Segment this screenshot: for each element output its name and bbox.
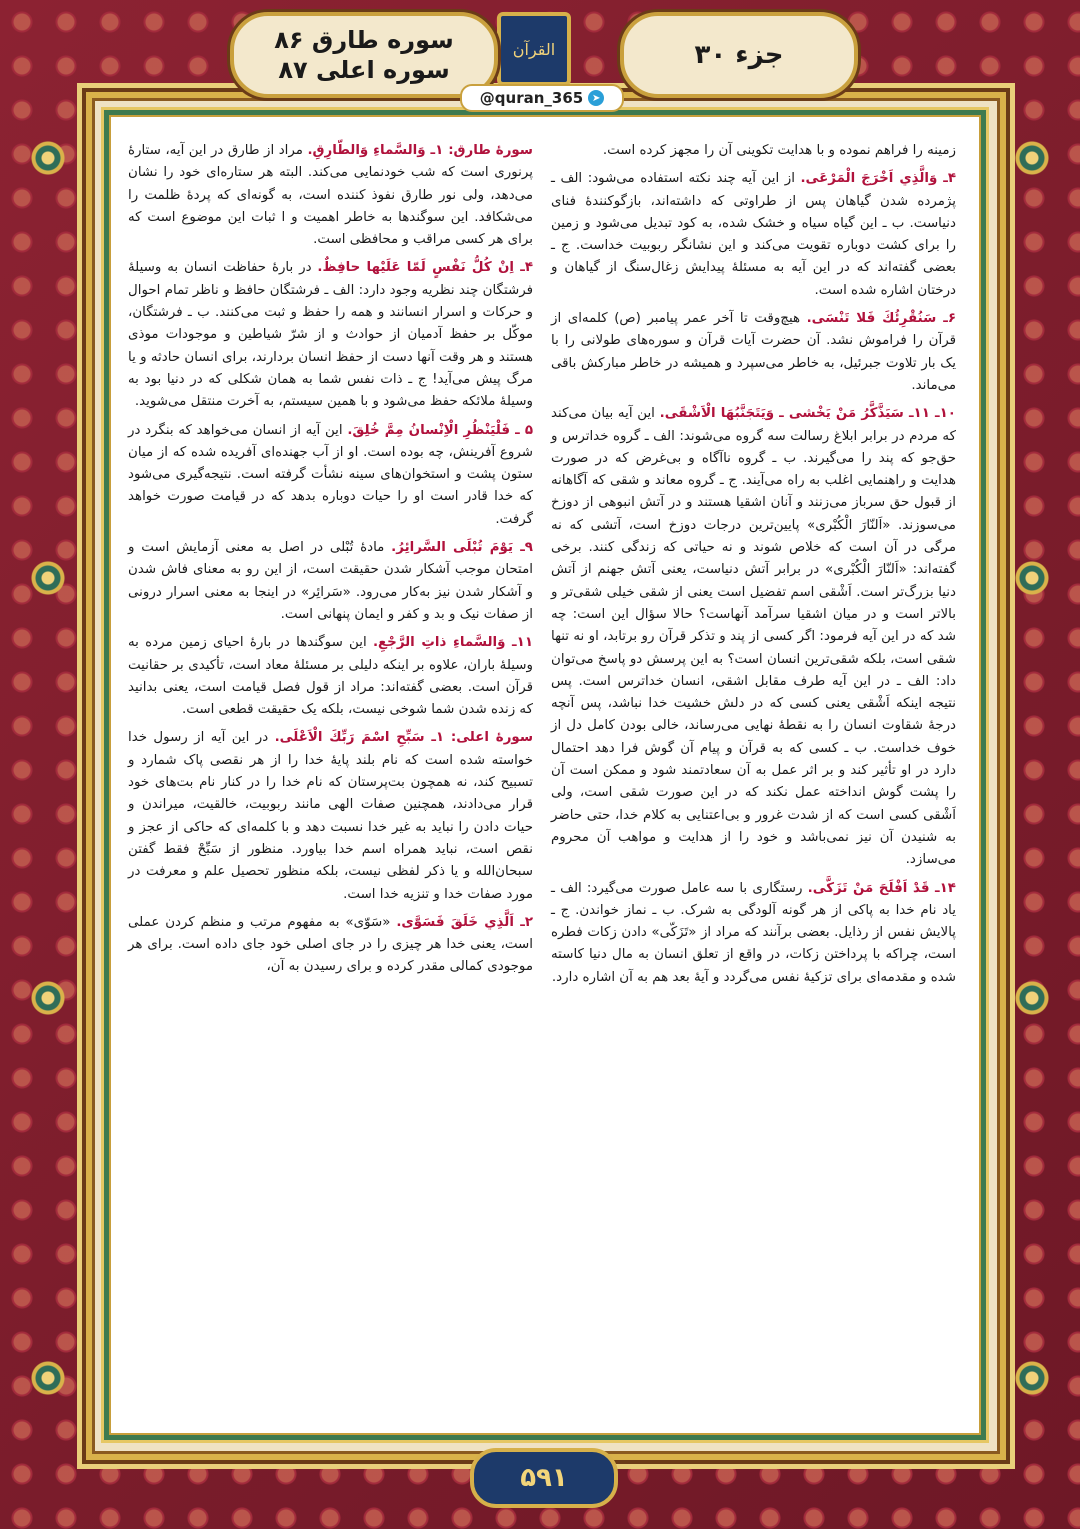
channel-handle[interactable] — [460, 84, 624, 112]
verse-number: ۴ـ — [937, 171, 956, 187]
verse-number: ۲ـ — [513, 914, 533, 930]
commentary-text: این آیه از انسان می‌خواهد که بنگرد در شروع آفرینش، چه بوده است. او از آب جهنده‌ای آفریده شده که از میان ستون پشت و استخوان‌های سینه نشأت گرفته است. نتیجه‌گیری می‌شود که خدا قادر است او را حیات دوباره بدهد که در قیامت صورت خواهد گرفت. — [128, 422, 533, 527]
commentary-text: مراد از طارق در این آیه، ستارهٔ پرنوری است که شب خودنمایی می‌کند. البته هر ستاره‌ای خود را نشان می‌دهد، ولی نور طارق نفوذ کننده است، به گونه‌ای که پردهٔ ظلمت را می‌شکافد. این سوگندها به خاطر اهمیت و ا ثبات این موضوع است که برای هر کسی مراقب و محافظی است. — [128, 143, 533, 248]
rosette-ornament — [30, 980, 66, 1016]
commentary-text: «سَوّى» به مفهوم مرتب و منظم کردن عملی است، یعنی خدا هر چیزی را در جای اصلی خود جای داده است. برای هر موجودی کمالی مقدر کرده و برای رسیدن به آن، — [128, 914, 533, 975]
surah-name-2: سوره اعلی ۸۷ — [278, 56, 450, 84]
surah-names — [230, 12, 498, 98]
commentary-paragraph — [128, 140, 533, 251]
commentary-text: مادهٔ تُبْلی در اصل به معنی آزمایش است و امتحان موجب آشکار شدن حقیقت است، از این رو به معنای فاش شدن و آشکار شدن نیز به‌کار می‌رود. «سَرائِر» در اینجا به معنی اسرار درونی از صفات نیک و بد و کفر و ایمان پنهانی است. — [128, 540, 533, 622]
verse-text: قَدْ اَفْلَحَ مَنْ تَزَكَّى. — [807, 880, 930, 896]
commentary-paragraph — [551, 403, 956, 871]
telegram-icon: ➤ — [588, 90, 604, 106]
commentary-paragraph — [551, 140, 956, 162]
verse-number: ۹ـ — [512, 540, 533, 556]
verse-text: فَلْيَنْظُرِ الْاِنْسانُ مِمَّ خُلِقَ. — [347, 422, 510, 438]
commentary-text: در این آیه از رسول خدا خواسته شده است که نام بلند پایهٔ خدا را از هر نقصی پاک شمارد و تسبیح کند، نه همچون بت‌پرستان که نام خدا را در کنار نام بت‌های خود قرار می‌دادند، همچنین صفات الهی مانند ربوبیت، خالقیت، میراندن و حیات دادن را نباید به غیر خدا نسبت دهد و با کلمه‌ای که حاکی از عجز و نقص است، نباید همراه اسم خدا بیاورد. منظور از سَبِّحْ فقط گفتن سبحان‌الله و یا ذکر لفظی نیست، بلکه منظور تحصیل علم و معرفت در مورد صفات خدا و تنزیه خدا است. — [128, 730, 533, 902]
commentary-content — [128, 140, 956, 1410]
commentary-paragraph — [128, 420, 533, 531]
commentary-text: زمینه را فراهم نموده و با هدایت تکوینی آن را مجهز کرده است. — [602, 143, 956, 158]
verse-number: ۱۴ـ — [929, 880, 956, 896]
page-number: ۵۹۱ — [520, 1463, 568, 1493]
verse-text: وَالسَّماءِ وَالطّارِقِ. — [307, 143, 426, 158]
rosette-ornament — [30, 140, 66, 176]
verse-number: ۴ـ — [513, 260, 534, 276]
rosette-ornament — [1014, 560, 1050, 596]
commentary-text: این آیه بیان می‌کند که مردم در برابر ابلاغ رسالت سه گروه می‌شوند: الف ـ گروه خداترس و حق‌جو که پند را می‌گیرند. ب ـ گروه ناآگاه و بی‌غرض که در صورت هدایت و راهنمایی اغلب به راه می‌آیند. ج ـ گروه معاند و شقی که آگاهانه از قبول حق سرباز می‌زنند و آنان اشقیا هستند و در آتش انبوهی از دوزخ می‌سوزند. «اَلنّارَ الْكُبْرى» پایین‌ترین درجات دوزخ است، آتشی که نه مرگی در آن است که خلاص شوند و نه حیاتی که زندگی کنند. برخی گفته‌اند: «اَلنّارَ الْكُبْرى» در برابر آتش دنیاست، یعنی آتش جهنم از آتش دنیا بزرگ‌تر است. اَشْقى اسم تفضیل است یعنی از شقی خیلی شقی‌تر و بالاتر است و در میان اشقیا سرآمد آنهاست؟ حالا سؤال این است: چه شد که در این آیه فرمود: اگر کسی از پند و تذکر قرآن رو برتابد، او نه تنها شقی است، بلکه شقی‌ترین انسان است؟ به این پرسش دو پاسخ می‌توان داد: الف ـ در این آیه طرف مقابل اشقی، انسان خداترس است. پس نتیجه اینکه اَشْقى یعنی کسی که در دلش خشیت خدا نباشد، پس آنچه درجهٔ شقاوت انسان را به نقطهٔ نهایی می‌رساند، خالی بودن کامل دل از خوف خداست. ب ـ کسی که به قرآن و پیام آن گوش فرا دهد احتمال دارد در او تأثیر کند و بر اثر عمل به آن سعادتمند شود و ممکن است آن را پشت گوش انداخته عمل نکند که در این صورت شقی است، ولی اَشْقى کسی است که از شدت غرور و بی‌اعتنایی به کلام خدا، حتی حاضر به شنیدن آن نیز نمی‌باشد و خود را از هدایت و مواهب آن محروم می‌سازد. — [551, 406, 956, 868]
verse-text: اِنْ كُلُّ نَفْسٍ لَمّا عَلَيْها حافِظٌ. — [317, 260, 514, 276]
commentary-text: در بارهٔ حفاظت انسان به وسیلهٔ فرشتگان چند نظریه وجود دارد: الف ـ فرشتگان حافظ و ناظر تمام احوال و حرکات و اسرار انسانند و همه را حفظ و ثبت می‌کنند. ب ـ فرشتگان، موکّل بر حفظ آدمیان از حوادث و از شرّ شیاطین و موجودات موذی هستند و هر وقت آنها دست از حفظ انسان بردارند، برای انسان حادثه و یا مرگ پیش می‌آید! ج ـ ذات نفس شما به همان شکلی که در دنیا بود به وسیلهٔ ملائکه حفظ می‌شود و با همین سیستم، به آخرت منتقل می‌شوید. — [128, 260, 533, 410]
commentary-text: هیچ‌وقت تا آخر عمر پیامبر (ص) کلمه‌ای از قرآن را فراموش نشد. آن حضرت آیات قرآن و سوره‌های طولانی را با یک بار تلاوت جبرئیل، به خاطر می‌سپرد و همیشه در خاطر مبارکش باقی می‌ماند. — [551, 311, 956, 393]
verse-number: سورهٔ اعلی: ۱ـ — [424, 730, 533, 746]
quran-emblem-icon — [497, 12, 571, 86]
juz-text: جزء ۳۰ — [694, 40, 784, 70]
emblem-text: القرآن — [512, 39, 556, 59]
commentary-paragraph — [128, 727, 533, 905]
surah-name-1: سوره طارق ۸۶ — [274, 26, 454, 54]
verse-text: يَوْمَ تُبْلَى السَّرائِرُ. — [391, 540, 513, 556]
handle-text: @quran_365 — [479, 89, 584, 107]
verse-text: وَالسَّماءِ ذاتِ الرَّجْعِ. — [372, 635, 506, 651]
commentary-paragraph — [551, 168, 956, 302]
page-number-badge — [470, 1448, 618, 1508]
verse-number: ۱۱ـ — [505, 635, 533, 651]
rosette-ornament — [30, 1360, 66, 1396]
right-column — [128, 140, 533, 1410]
verse-text: سَبِّحِ اسْمَ رَبِّكَ الْاَعْلَى. — [274, 730, 425, 746]
verse-number: ۶ـ — [936, 311, 956, 327]
commentary-paragraph — [551, 308, 956, 397]
verse-number: ۱۰ـ ۱۱ـ — [903, 406, 956, 422]
verse-text: سَيَذَّكَّرُ مَنْ يَخْشى ـ وَيَتَجَنَّبُهَا الْاَشْقَى. — [659, 406, 904, 422]
commentary-paragraph — [551, 878, 956, 989]
verse-number: سورهٔ طارق: ۱ـ — [425, 143, 533, 158]
commentary-text: این سوگندها در بارهٔ احیای زمین مرده به وسیلهٔ باران، علاوه بر اینکه دلیلی بر مسئلهٔ معاد است، تأکیدی بر حقانیت قرآن است. بعضی گفته‌اند: مراد از قول فصل قیامت است، یعنی بدانید که زنده شدن شما شوخی نیست، بلکه یک حقیقت قطعی است. — [128, 635, 533, 718]
verse-number: ۵ ـ — [510, 422, 534, 438]
commentary-text: از این آیه چند نکته استفاده می‌شود: الف ـ پژمرده شدن گیاهان پس از طراوتی که داشته‌اند، بازگوکنندهٔ فنای دنیاست. ب ـ این گیاه سیاه و خشک شده، به کود تبدیل می‌شود و زمین را برای کشت دوباره تقویت می‌کند و این نشانگر ربوبیت خداست. ج ـ بعضی گفته‌اند که در این آیه به مسئلهٔ پیدایش زغال‌سنگ از گیاهان و درختان اشاره شده است. — [551, 171, 956, 298]
commentary-text: رستگاری با سه عامل صورت می‌گیرد: الف ـ یاد نام خدا به پاکی از هر گونه آلودگی به شرک. ب ـ نماز خواندن. ج ـ پالایش نفس از رذایل. بعضی برآنند که مراد از «تَزَكّى» دادن زکات فطره است، چراکه با پرداختن زکات، در واقع از تعلق انسان به مال دنیا کاسته شده و مقدمه‌ای برای تزکیهٔ نفس می‌گردد و آیهٔ بعد هم به آن اشاره دارد. — [551, 880, 956, 985]
rosette-ornament — [30, 560, 66, 596]
juz-label — [620, 12, 858, 98]
commentary-paragraph — [128, 912, 533, 979]
commentary-paragraph — [128, 537, 533, 626]
verse-text: سَنُقْرِئُكَ فَلا تَنْسَى. — [806, 311, 937, 327]
verse-text: وَالَّذِي اَخْرَجَ الْمَرْعَى. — [800, 171, 938, 187]
left-column — [551, 140, 956, 1410]
commentary-paragraph — [128, 257, 533, 413]
verse-text: اَلَّذِي خَلَقَ فَسَوَّى. — [396, 914, 514, 930]
rosette-ornament — [1014, 140, 1050, 176]
commentary-paragraph — [128, 632, 533, 721]
page-header — [0, 0, 1080, 110]
rosette-ornament — [1014, 980, 1050, 1016]
rosette-ornament — [1014, 1360, 1050, 1396]
